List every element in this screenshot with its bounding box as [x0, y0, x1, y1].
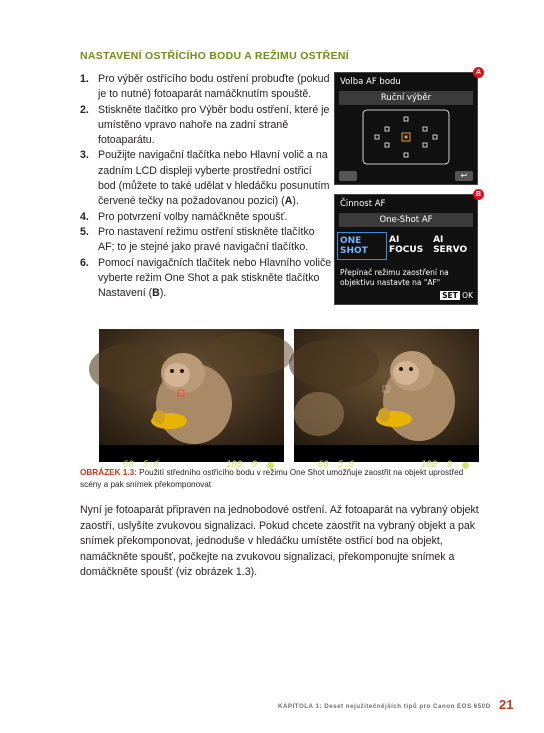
step-text-end: ).	[159, 287, 167, 300]
step-text: Pro výběr ostřícího bodu ostření probuďte (pokud je to nutné) fotoaparát namáčknutím spouště.	[98, 73, 330, 101]
af-point	[375, 135, 379, 139]
page-number: 21	[499, 697, 514, 712]
option-ai-focus[interactable]: AI FOCUS	[388, 235, 424, 255]
option-one-shot[interactable]: ONE SHOT	[337, 232, 387, 260]
steps-list	[80, 72, 332, 301]
af-point	[433, 135, 437, 139]
screen-title: Volba AF bodu	[340, 77, 401, 87]
af-point	[423, 127, 427, 131]
iso: 100	[421, 460, 438, 470]
af-point	[404, 117, 408, 121]
af-point	[385, 143, 389, 147]
shots-remaining: 9	[447, 460, 453, 470]
shots-remaining: 9	[252, 460, 258, 470]
step-text: Pro potvrzení volby namáčkněte spoušť.	[98, 210, 288, 223]
step-text-end: ).	[292, 195, 299, 208]
shutter-speed: 60	[123, 460, 134, 470]
option-ai-servo[interactable]: AI SERVO	[433, 235, 468, 255]
af-points-grid	[335, 107, 477, 167]
figure-ref: B	[152, 287, 160, 300]
screen-value: One-Shot AF	[339, 213, 473, 227]
step-text: Pro nastavení režimu ostření stiskněte tlačítko AF; to je stejné jako pravé navigační tlačítko.	[98, 225, 315, 254]
af-point	[385, 127, 389, 131]
caption-label: OBRÁZEK 1.3:	[80, 468, 137, 477]
af-mode-screen	[334, 194, 478, 305]
monkey-image	[294, 329, 479, 462]
monkey-photo-left	[99, 329, 284, 470]
monkey-photo-right	[294, 329, 479, 470]
dial-icon	[339, 171, 357, 181]
screen-value: Ruční výběr	[339, 91, 473, 105]
badge-b: B	[473, 189, 484, 200]
step-item	[80, 256, 332, 302]
iso: 100	[226, 460, 243, 470]
step-text: Použijte navigační tlačítka nebo Hlavní volič a na zadním LCD displeji vyberte prostřední ostřicí bod (můžete to také udělat v hledáčku posunutím červené tečky na požadovanou pozici) (	[98, 149, 330, 208]
step-item	[80, 72, 332, 103]
figure-caption	[80, 467, 480, 490]
step-number: 1.	[80, 73, 89, 85]
aperture: 5.6	[143, 460, 160, 470]
step-number: 5.	[80, 225, 89, 238]
af-point	[404, 153, 408, 157]
return-icon: ↩	[455, 171, 473, 181]
step-number: 3.	[80, 149, 89, 162]
af-mode-options	[335, 229, 477, 260]
ok-label: OK	[462, 291, 473, 300]
screen-note: Přepínač režimu zaostření na objektivu nastavte na "AF"	[340, 268, 449, 287]
figure-ref: A	[284, 195, 293, 208]
step-text: Pomocí navigačních tlačítek nebo Hlavního voliče vyberte režim One Shot a pak stiskněte tlačítko Nastavení (	[98, 256, 332, 300]
caption-text: Použití středního ostřicího bodu v režimu One Shot umožňuje zaostřit na objekt uprostřed scény a pak snímek překomponovat	[80, 468, 464, 489]
step-number: 2.	[80, 103, 89, 116]
monkey-image	[99, 329, 284, 462]
step-text: Stiskněte tlačítko pro Výběr bodu ostření, které je umístěno vpravo nahoře na zadní straně fotoaparátu.	[98, 103, 330, 147]
af-point-screen	[334, 72, 478, 185]
step-item	[80, 210, 332, 225]
running-footer: KAPITOLA 1: Deset nejužitečnějších tipů pro Canon EOS 650D	[278, 703, 491, 710]
body-paragraph: Nyní je fotoaparát připraven na jednobodové ostření. Až fotoaparát na vybraný objekt zaostří, uslyšíte zvukovou signalizaci. Pokud chcete zaostřit na vybraný objekt a pak snímek překomponovat, jednoduše v hledáčku umístěte ostřicí bod na objekt, namáčkněte spoušť, počkejte na zvukovou signalizaci, překomponujte snímek a domáčkněte spoušť (viz obrázek 1.3).	[80, 504, 479, 579]
set-icon: SET	[442, 291, 458, 300]
badge-a: A	[473, 67, 484, 78]
shutter-speed: 60	[318, 460, 329, 470]
screen-title: Činnost AF	[340, 199, 386, 209]
section-heading: NASTAVENÍ OSTŘÍCÍHO BODU A REŽIMU OSTŘENÍ	[80, 50, 349, 62]
aperture: 5.6	[338, 460, 355, 470]
step-number: 4.	[80, 210, 89, 223]
step-number: 6.	[80, 256, 89, 269]
step-item	[80, 148, 332, 209]
af-point	[423, 143, 427, 147]
step-item	[80, 103, 332, 149]
af-point-center	[405, 136, 408, 139]
step-item	[80, 225, 332, 256]
set-ok-hint	[440, 291, 473, 300]
